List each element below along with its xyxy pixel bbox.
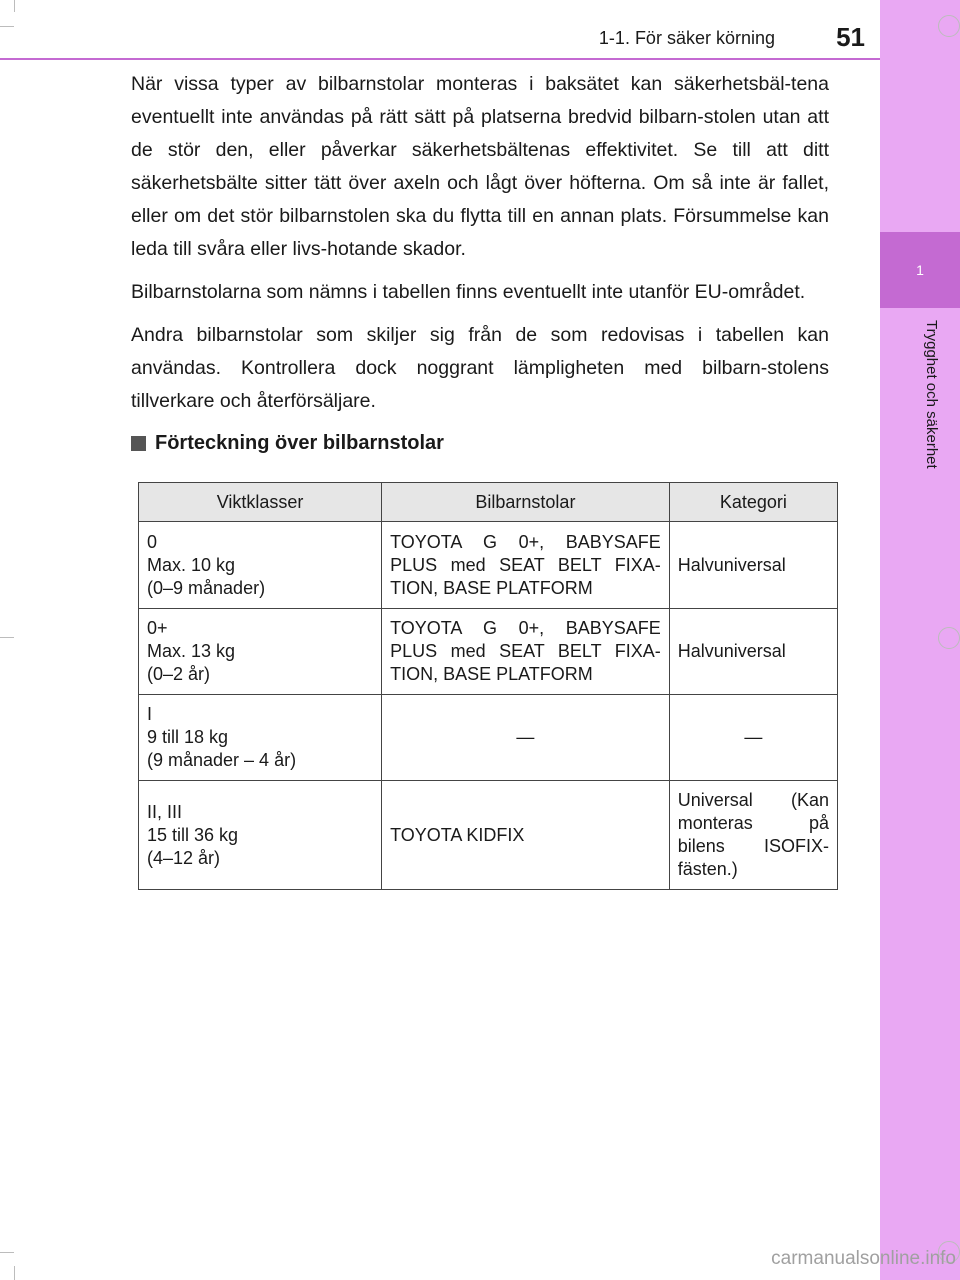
section-heading-text: Förteckning över bilbarnstolar: [155, 432, 444, 454]
age-range: (4–12 år): [147, 847, 221, 868]
category-cell: —: [669, 695, 837, 781]
weight-limit: 9 till 18 kg: [147, 727, 229, 747]
seat-cell: TOYOTA G 0+, BABYSAFE PLUS med SEAT BELT FIXA-TION, BASE PLATFORM: [382, 522, 670, 609]
watermark: carmanualsonline.info: [771, 1248, 956, 1269]
child-seat-table: [138, 482, 838, 890]
page-content: [131, 68, 829, 458]
table-row: [139, 609, 838, 695]
weight-cell: [139, 781, 382, 890]
category-cell: Halvuniversal: [669, 609, 837, 695]
weight-cell: [139, 522, 382, 609]
column-header-category: Kategori: [669, 483, 837, 522]
page-number: 51: [836, 22, 865, 52]
age-range: (0–2 år): [147, 664, 211, 684]
seat-cell: TOYOTA G 0+, BABYSAFE PLUS med SEAT BELT FIXA-TION, BASE PLATFORM: [382, 609, 670, 695]
chapter-number-tab: [880, 232, 960, 308]
crop-mark: [0, 1252, 14, 1253]
paragraph: Bilbarnstolarna som nämns i tabellen finns eventuellt inte utanför EU-området.: [131, 281, 806, 303]
weight-class: I: [147, 704, 153, 724]
section-title: 1-1. För säker körning: [598, 28, 775, 48]
table-row: [139, 781, 838, 890]
column-header-seats: Bilbarnstolar: [382, 483, 670, 522]
weight-class: 0: [147, 531, 158, 552]
table-row: [139, 522, 838, 609]
crop-mark: [14, 0, 15, 12]
weight-class: II, III: [147, 801, 183, 822]
weight-limit: Max. 10 kg: [147, 554, 236, 575]
table-header-row: [139, 483, 838, 522]
header-divider: [0, 58, 880, 60]
seat-cell: —: [382, 695, 670, 781]
column-header-weight: Viktklasser: [139, 483, 382, 522]
category-cell: Universal (Kan monteras på bilens ISOFIX-fästen.): [669, 781, 837, 890]
weight-cell: [139, 609, 382, 695]
weight-limit: 15 till 36 kg: [147, 824, 239, 845]
age-range: (9 månader – 4 år): [147, 750, 297, 770]
crop-mark: [0, 637, 14, 638]
seat-cell: TOYOTA KIDFIX: [382, 781, 670, 890]
weight-cell: [139, 695, 382, 781]
weight-class: 0+: [147, 618, 168, 638]
crop-mark: [14, 1266, 15, 1280]
category-cell: Halvuniversal: [669, 522, 837, 609]
registration-mark: [938, 627, 960, 649]
chapter-number: 1: [916, 262, 924, 278]
registration-mark: [938, 15, 960, 37]
paragraph: Andra bilbarnstolar som skiljer sig från de som redovisas i tabellen kan användas. Kontrollera dock noggrant lämpligheten med bilbarn-stolens tillverkare och återförsäljare.: [131, 324, 829, 412]
table-row: [139, 695, 838, 781]
chapter-title: Trygghet och säkerhet: [923, 320, 940, 469]
weight-limit: Max. 13 kg: [147, 641, 236, 661]
square-bullet-icon: [131, 436, 146, 451]
age-range: (0–9 månader): [147, 577, 266, 598]
crop-mark: [0, 26, 14, 27]
section-heading: [131, 428, 829, 458]
paragraph: När vissa typer av bilbarnstolar monteras i baksätet kan säkerhetsbäl-tena eventuellt inte användas på rätt sätt på platserna bredvid bilbarn-stolen utan att de stör den, eller påverkar säkerhetsbältenas effektivitet. Se till att ditt säkerhetsbälte sitter tätt över axeln och lågt över höfterna. Om så inte är fallet, eller om det stör bilbarnstolen ska du flytta till en annan plats. Försummelse kan leda till svåra eller livs-hotande skador.: [131, 73, 829, 260]
